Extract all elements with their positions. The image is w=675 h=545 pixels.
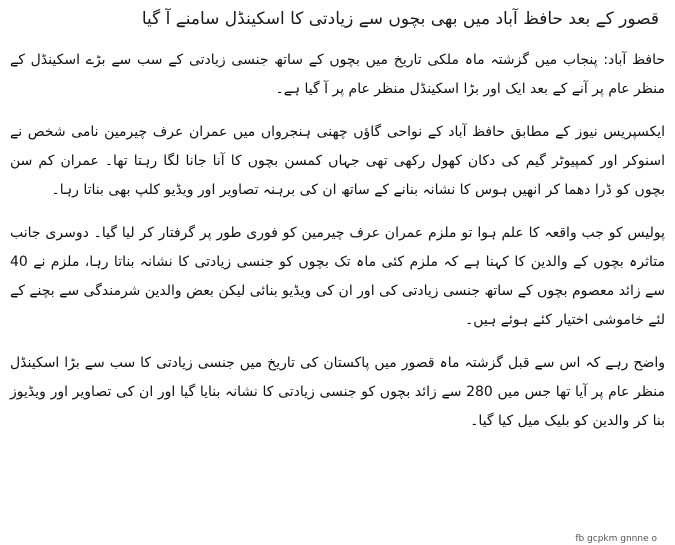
article-headline: قصور کے بعد حافظ آباد میں بھی بچوں سے زیادتی کا اسکینڈل سامنے آ گیا — [141, 9, 659, 29]
footer-fragment: fb gcpkm gnnne o — [575, 534, 657, 544]
article-paragraph: ایکسپریس نیوز کے مطابق حافظ آباد کے نواحی گاؤں چھنی ہنجرواں میں عمران عرف چیرمین نامی شخص نے اسنوکر اور کمپیوٹر گیم کی دکان کھول رکھی تھی جہاں کمسن بچوں کا آنا جانا لگا رہتا تھا۔ عمران کم سن بچوں کو ڈرا دھما کر انھیں ہوس کا نشانہ بنانے کے ساتھ ان کی برہنہ تصاویر اور ویڈیو کلپ بھی بناتا رہا۔ — [10, 124, 665, 198]
article-paragraph: واضح رہے کہ اس سے قبل گزشتہ ماہ قصور میں پاکستان کی تاریخ میں جنسی زیادتی کا سب سے بڑا اسکینڈل منظر عام پر آیا تھا جس میں 280 سے زائد بچوں کو جنسی زیادتی کا نشانہ بنایا گیا اور ان کی تصاویر اور ویڈیوز بنا کر والدین کو بلیک میل کیا گیا۔ — [10, 355, 665, 429]
article-paragraph: پولیس کو جب واقعہ کا علم ہوا تو ملزم عمران عرف چیرمین کو فوری طور پر گرفتار کر لیا گیا۔ دوسری جانب متاثرہ بچوں کے والدین کا کہنا ہے کہ ملزم کئی ماہ تک بچوں کو جنسی زیادتی کا نشانہ بناتا رہا، ملزم نے 40 سے زائد معصوم بچوں کے ساتھ جنسی زیادتی کی اور ان کی ویڈیو بنائی لیکن بعض والدین شرمندگی سے بچنے کے لئے خاموشی اختیار کئے ہوئے ہیں۔ — [10, 225, 665, 328]
article-paragraph: حافظ آباد: پنجاب میں گزشتہ ماہ ملکی تاریخ میں بچوں کے ساتھ جنسی زیادتی کے سب سے بڑے اسکینڈل کے منظر عام پر آنے کے بعد ایک اور بڑا اسکینڈل منظر عام پر آ گیا ہے۔ — [10, 52, 665, 97]
